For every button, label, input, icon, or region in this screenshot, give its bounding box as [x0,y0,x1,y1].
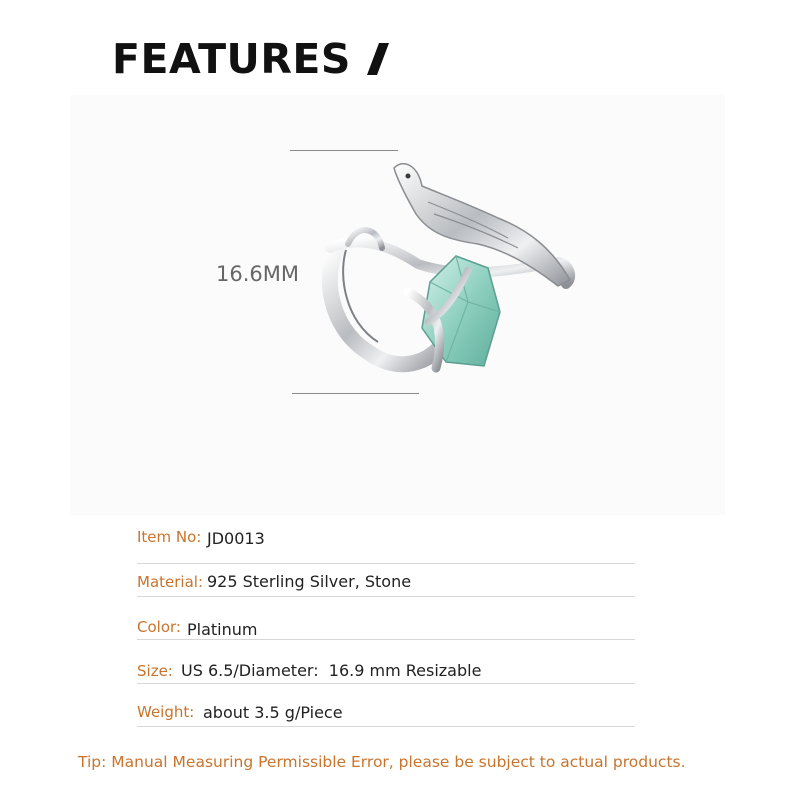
spec-value: 925 Sterling Silver, Stone [207,572,412,591]
spec-row-color [137,597,635,640]
spec-value: about 3.5 g/Piece [203,703,343,722]
spec-value: JD0013 [207,529,265,548]
slash-icon [365,39,391,79]
tip-text: Tip: Manual Measuring Permissible Error, please be subject to actual products. [78,753,686,771]
spec-row-weight [137,684,635,727]
spec-label: Weight: [137,703,195,721]
spec-value: Platinum [187,620,258,639]
dimension-label: 16.6MM [216,262,299,286]
spec-label: Material: [137,573,203,591]
features-header [112,34,391,84]
spec-value: US 6.5/Diameter: 16.9 mm Resizable [181,661,482,680]
dimension-line-bottom [292,393,419,394]
ring-image [318,152,586,384]
spec-label: Size: [137,662,173,680]
spec-row-material [137,553,635,597]
spec-label: Color: [137,618,181,636]
dimension-line-top [290,150,398,151]
page-title: FEATURES [112,34,351,83]
spec-label: Item No: [137,528,202,546]
spec-row-size [137,640,635,684]
